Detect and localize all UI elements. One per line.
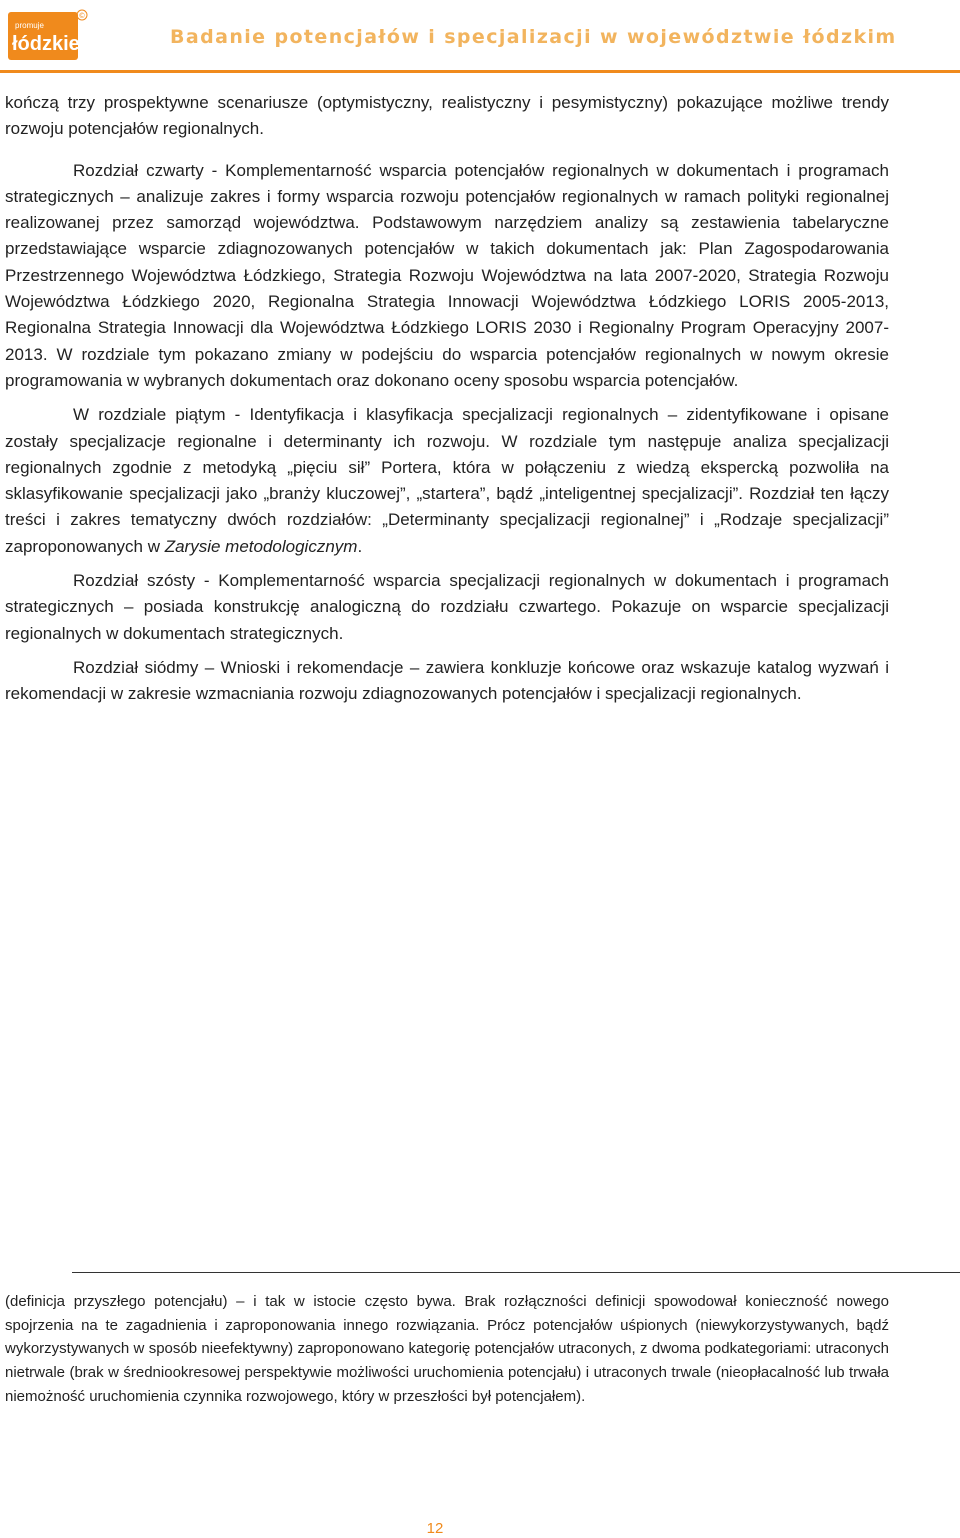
paragraph-chapter-6: Rozdział szósty - Komplementarność wsparcia specjalizacji regionalnych w dokumentach i programach strategicznych – posiada konstrukcję analogiczną do rozdziału czwartego. Pokazuje on wsparcie specjalizacji regionalnych w dokumentach strategicznych. bbox=[5, 571, 889, 643]
main-text bbox=[5, 90, 889, 716]
paragraph-chapter-4: Rozdział czwarty - Komplementarność wsparcia potencjałów regionalnych w dokumentach i programach strategicznych – analizuje zakres i formy wsparcia rozwoju potencjałów regionalnych w ramach polityki regionalnej realizowanej przez samorząd województwa. Podstawowym narzędziem analizy są zestawienia tabelaryczne przedstawiające wsparcie zdiagnozowanych potencjałów w takich dokumentach jak: Plan Zagospodarowania Przestrzennego Województwa Łódzkiego, Strategia Rozwoju Województwa na lata 2007-2020, Strategia Rozwoju Województwa Łódzkiego 2020, Regionalna Strategia Innowacji Województwa Łódzkiego LORIS 2005-2013, Regionalna Strategia Innowacji dla Województwa Łódzkiego LORIS 2030 i Regionalny Program Operacyjny 2007-2013. W rozdziale tym pokazano zmiany w podejściu do wsparcia potencjałów regionalnych w nowym okresie programowania w wybranych dokumentach oraz dokonano oceny sposobu wsparcia potencjałów. bbox=[5, 160, 889, 390]
paragraph-chapter-5-end: . bbox=[357, 536, 363, 556]
header-divider bbox=[0, 70, 960, 73]
paragraph-chapter-5-text: W rozdziale piątym - Identyfikacja i klasyfikacja specjalizacji regionalnych – zidentyfikowane i opisane zostały specjalizacje regionalne i determinanty ich rozwoju. W rozdziale tym następuje analiza specjalizacji regionalnych zgodnie z metodyką „pięciu sił” Portera, która w połączeniu z wiedzą ekspercką pozwoliła na sklasyfikowanie specjalizacji jako „branży kluczowej”, „startera”, bądź „inteligentnej specjalizacji”. Rozdział ten łączy treści i zakres tematyczny dwóch rozdziałów: „Determinanty specjalizacji regionalnej” i „Rodzaje specjalizacji” zaproponowanych w bbox=[5, 405, 889, 556]
promuje-lodzkie-logo bbox=[6, 8, 88, 62]
footnote-divider bbox=[72, 1272, 960, 1273]
header-title: Badanie potencjałów i specjalizacji w województwie łódzkim bbox=[170, 26, 897, 48]
paragraph-chapter-7: Rozdział siódmy – Wnioski i rekomendacje – zawiera konkluzje końcowe oraz wskazuje katalog wyzwań i rekomendacji w zakresie wzmacniania rozwoju zdiagnozowanych potencjałów i specjalizacji regionalnych. bbox=[5, 657, 889, 704]
logo-main-text: łódzkie bbox=[12, 33, 80, 55]
page-number: 12 bbox=[426, 1520, 444, 1537]
footnote bbox=[5, 1290, 889, 1409]
logo-mark: © bbox=[78, 12, 86, 20]
logo-small-text: promuje bbox=[15, 21, 44, 30]
paragraph-chapter-5 bbox=[5, 402, 889, 560]
paragraph-chapter-5-italic: Zarysie metodologicznym bbox=[164, 536, 358, 556]
paragraph-intro: kończą trzy prospektywne scenariusze (optymistyczny, realistyczny i pesymistyczny) pokazujące możliwe trendy rozwoju potencjałów regionalnych. bbox=[5, 93, 889, 139]
footnote-text: (definicja przyszłego potencjału) – i tak w istocie często bywa. Brak rozłączności definicji spowodował konieczność nowego spojrzenia na te zagadnienia i zaproponowania innego rozwiązania. Prócz potencjałów uśpionych (niewykorzystywanych, bądź wykorzystywanych w sposób nieefektywny) zaproponowano kategorię potencjałów utraconych, z dwoma podkategoriami: utraconych nietrwale (brak w średniookresowej perspektywie możliwości uruchomienia potencjału) i utraconych trwale (nieopłacalność lub trwała niemożność uruchomienia czynnika rozwojowego, który w przeszłości był potencjałem). bbox=[5, 1293, 889, 1405]
